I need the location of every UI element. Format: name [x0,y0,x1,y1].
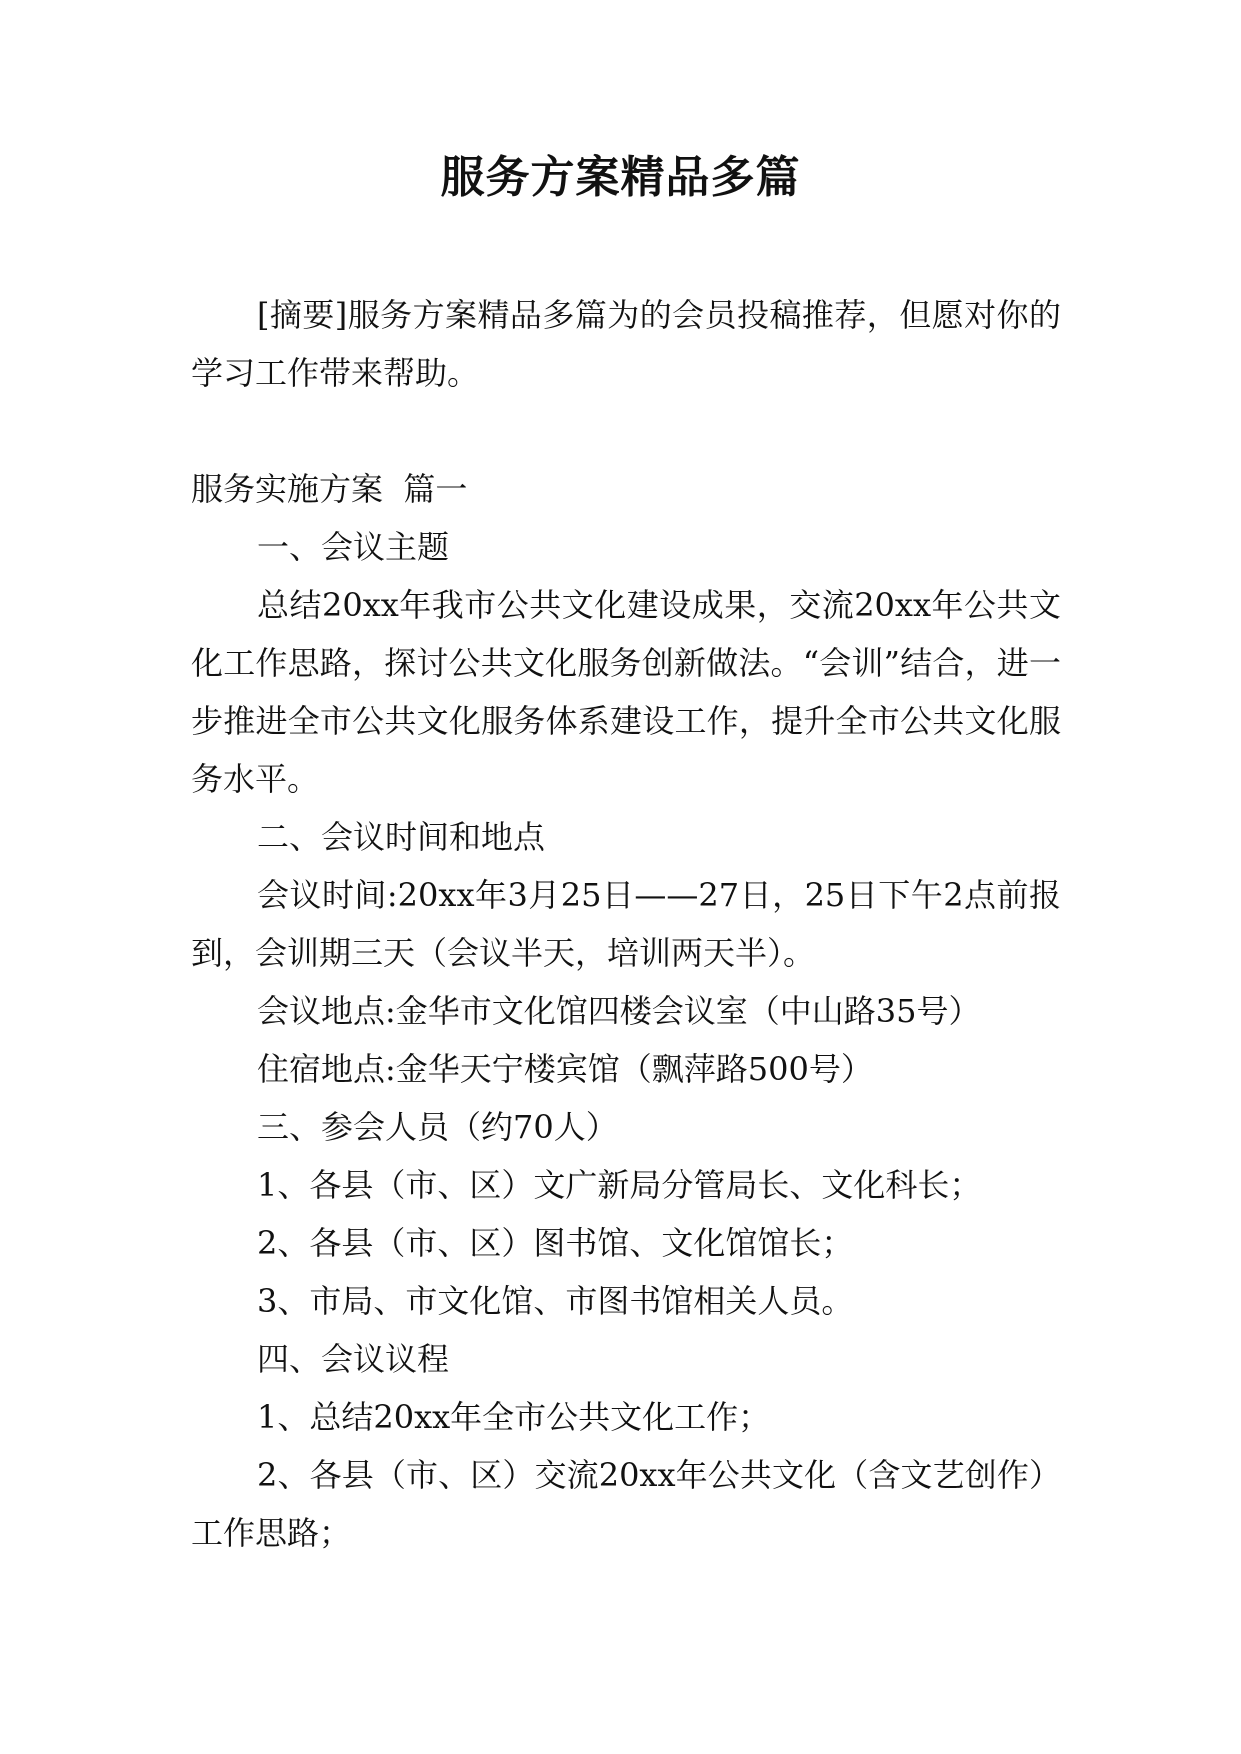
list-item-participant-1: 1、各县（市、区）文广新局分管局长、文化科长； [257,1166,982,1204]
paragraph-meeting-place: 会议地点:金华市文化馆四楼会议室（中山路35号） [257,992,981,1030]
heading-participants: 三、参会人员（约70人） [257,1108,618,1146]
paragraph-meeting-time: 会议时间:20xx年3月25日——27日，25日下午2点前报到，会训期三天（会议半天，培训两天半）。 [191,876,1061,972]
heading-agenda: 四、会议议程 [257,1340,450,1378]
list-item-agenda-1: 1、总结20xx年全市公共文化工作； [257,1398,771,1436]
document-title: 服务方案精品多篇 [440,152,801,203]
list-item-agenda-2: 2、各县（市、区）交流20xx年公共文化（含文艺创作）工作思路； [191,1456,1061,1552]
abstract-paragraph: [摘要]服务方案精品多篇为的会员投稿推荐，但愿对你的学习工作带来帮助。 [191,296,1061,392]
list-item-participant-2: 2、各县（市、区）图书馆、文化馆馆长； [257,1224,854,1262]
section-heading: 服务实施方案 篇一 [191,470,468,508]
paragraph-meeting-theme: 总结20xx年我市公共文化建设成果，交流20xx年公共文化工作思路，探讨公共文化服务创新做法。“会训”结合，进一步推进全市公共文化服务体系建设工作，提升全市公共文化服务水平。 [191,586,1061,798]
document-body [191,286,1061,1562]
list-item-participant-3: 3、市局、市文化馆、市图书馆相关人员。 [257,1282,854,1320]
heading-meeting-theme: 一、会议主题 [257,528,450,566]
paragraph-lodging-place: 住宿地点:金华天宁楼宾馆（飘萍路500号） [257,1050,873,1088]
heading-meeting-time-place: 二、会议时间和地点 [257,818,546,856]
